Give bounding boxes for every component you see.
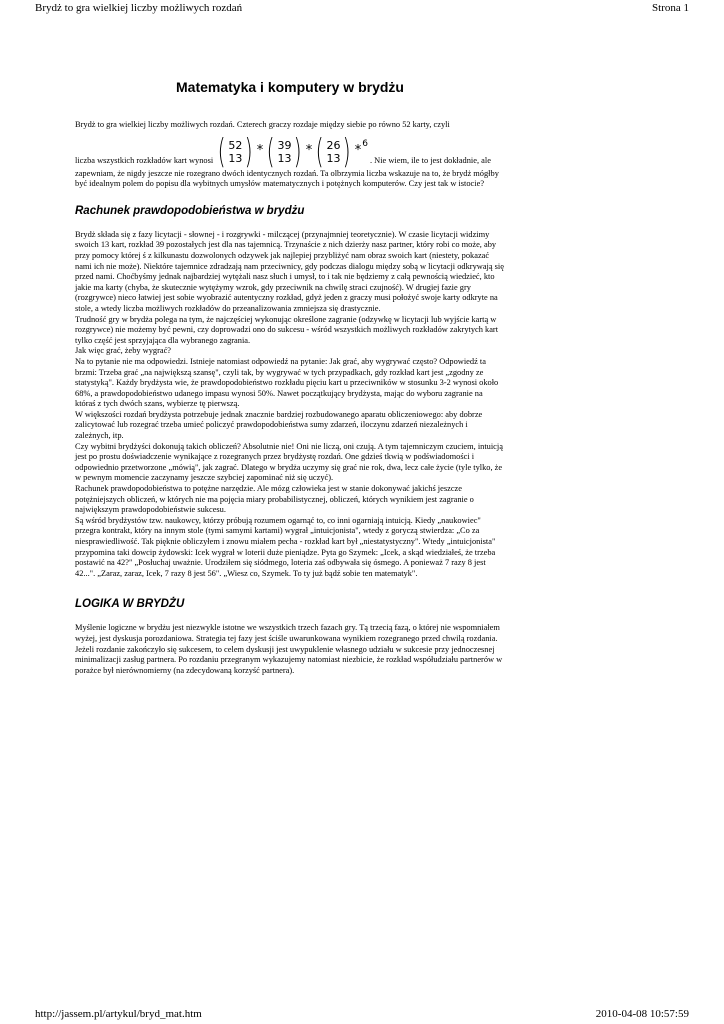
section2-paragraph-1: Myślenie logiczne w brydżu jest niezwykle istotne we wszystkich trzech fazach gry. Tą trzecią fazą, o której nie wspomniałem wyżej, jest dyskusja porozdaniowa. Strategia tej fazy jest ściśle uwarunkowana wynikiem rozegranego przed chwilą rozdania. Jeżeli rozdanie zakończyło się sukcesem, to celem dyskusji jest uwypuklenie własnego udziału w sukcesie przy jednoczesnej minimalizacji zasług partnera. Po rozdaniu przegranym wykazujemy natomiast niezbicie, że rozkład współudziału partnerów w porażce był nierównomierny (na zdecydowaną korzyść partnera). bbox=[75, 623, 503, 675]
binomial-3-bottom: 13 bbox=[326, 151, 341, 165]
section1-paragraph-1: Brydż składa się z fazy licytacji - słownej - i rozgrywki - milczącej (przynajmniej teoretycznie). W czasie licytacji widzimy swoich 13 kart, rozkład 39 pozostałych jest dla nas tajemnicą. Trzynaście z nich dzierży nasz partner, który robi co może, aby przy pomocy której ś z kilkunastu dozwolonych odzywek jak najlepiej przybliżyć nam obraz swoich kart (niestety, pokazać nami ich nie może). Niektóre tajemnice zdradzają nam przeciwnicy, gdy podczas dialogu między sobą w licytacji odkrywają się przed nami. Choćbyśmy jednak najbardziej wytężali nasz słuch i umysł, to i tak nie będziemy z całą pewnością wiedzieć, kto jakie ma karty (chyba, że skutecznie wytężymy wzrok, gdy przeciwnik na chwilę straci czujność). W drugiej fazie gry (rozgrywce) nieco łatwiej jest sobie wyobrazić autentyczny rozkład, gdyż jeden z graczy musi położyć swoje karty odkryte na stole, a wtedy liczba możliwych rozkładów do przeanalizowania zmniejsza się drastycznie. bbox=[75, 229, 504, 313]
footer-url[interactable]: http://jassem.pl/artykul/bryd_mat.htm bbox=[35, 1008, 202, 1020]
times-sign-1: * bbox=[256, 143, 264, 159]
section1-paragraph-5: W większości rozdań brydżysta potrzebuje jednak znacznie bardziej rozbudowanego aparatu obliczeniowego: aby dobrze zalicytować lub rozegrać trzeba umieć policzyć prawdopodobieństwa sumy zdarzeń, iloczynu zdarzeń niezależnych i zależnych, itp. bbox=[75, 409, 483, 441]
article-title: Matematyka i komputery w brydżu bbox=[176, 79, 404, 95]
binomial-1-bottom: 13 bbox=[228, 151, 243, 165]
formula-prefix: liczba wszystkich rozkładów kart wynosi bbox=[75, 156, 214, 165]
binomial-2-bottom: 13 bbox=[277, 151, 292, 165]
binomial-3-top: 26 bbox=[326, 138, 341, 152]
binomial-1-top: 52 bbox=[228, 138, 243, 152]
binomial-3: ( 26 13 ) bbox=[315, 131, 352, 172]
footer-timestamp: 2010-04-08 10:57:59 bbox=[595, 1008, 689, 1020]
card-distribution-formula bbox=[215, 131, 368, 172]
article bbox=[75, 78, 505, 680]
intro-line-1: Brydż to gra wielkiej liczby możliwych rozdań. Czterech graczy rozdaje między siebie po równo 52 karty, czyli bbox=[75, 120, 450, 129]
section1-paragraph-2: Trudność gry w brydża polega na tym, że najczęściej wykonując określone zagranie (odzywkę w licytacji lub wyjście kartą w rozgrywce) nie możemy być pewni, czy doprowadzi ono do sukcesu - wśród wszystkich możliwych rozkładów zakrytych kart tylko część jest sprzyjająca dla wybranego zagrania. bbox=[75, 314, 499, 345]
formula-exponent: 6 bbox=[362, 139, 368, 150]
section1-paragraph-6: Czy wybitni brydżyści dokonują takich obliczeń? Absolutnie nie! Oni nie liczą, oni czują. A tym tajemniczym czuciem, intuicją jest po prostu doświadczenie wynikające z rozegranych przez brydżystę rozdań. One gdzieś tkwią w podświadomości i odpowiednio przetworzone „mówią", jak zagrać. Dlatego w brydża uczymy się grać nie rok, dwa, lecz całe życie (tyle tylko, że w pewnym momencie zaczynamy jeszcze szybciej zapominać niż się uczyć). bbox=[75, 441, 503, 483]
binomial-1: ( 52 13 ) bbox=[217, 131, 254, 172]
header-page-number: Strona 1 bbox=[652, 2, 689, 14]
section-heading-probability: Rachunek prawdopodobieństwa w brydżu bbox=[75, 204, 305, 217]
section1-paragraph-4: Na to pytanie nie ma odpowiedzi. Istnieje natomiast odpowiedź na pytanie: Jak grać, aby wygrywać często? Odpowiedź ta brzmi: Trzeba grać „na największą szansę", czyli tak, by wygrywać w tych przypadkach, gdy rozkład kart jest „zgodny ze statystyką". Każdy brydżysta wie, że prawdopodobieństwo rozkładu pięciu kart u przeciwników w stosunku 3-2 wynosi około 68%, a prawdopodobieństwo udanego impasu wynosi 50%. Nawet początkujący brydżysta, mając do wyboru zagranie na któraś z tych dwóch szans, wybierze tę pierwszą. bbox=[75, 356, 499, 409]
section1-paragraph-3: Jak więc grać, żeby wygrać? bbox=[75, 346, 172, 356]
intro-formula-line bbox=[75, 131, 505, 172]
cut-off-text-line bbox=[75, 676, 505, 680]
intro-rest: zapewniam, że nigdy jeszcze nie rozegrano dwóch identycznych rozdań. Ta olbrzymia liczba wskazuje na to, że brydż mógłby być idealnym polem do popisu dla wybitnych umysłów matematycznych i potężnych komputerów. Czy jest tak w istocie? bbox=[75, 168, 499, 189]
section1-paragraph-8: Są wśród brydżystów tzw. naukowcy, którzy próbują rozumem ogarnąć to, co inni ogarniają intuicją. Kiedy „naukowiec" przegra kontrakt, który na innym stole (tymi samymi kartami) wygrał „intuicjonista", wtedy z goryczą stwierdza: „Co za niesprawiedliwość. Tak pięknie obliczyłem i znowu miałem pecha - rozkład kart był „niestatystyczny". Wtedy „intuicjonista" przypomina taki dowcip żydowski: Icek wygrał w loterii duże pieniądze. Pyta go Szymek: „Icek, a skąd wiedziałeś, że trzeba postawić na 42?" „Posłuchaj uważnie. Urodziłem się siódmego, loteria zaś odbywała się ósmego. A ponieważ 7 razy 8 jest 42...". „Zaraz, zaraz, Icek, 7 razy 8 jest 56". „Wiesz co, Szymek. To ty już bądź sobie ten matematyk". bbox=[75, 515, 496, 578]
times-sign-3: * bbox=[354, 143, 362, 159]
section1-paragraph-7: Rachunek prawdopodobieństwa to potężne narzędzie. Ale mózg człowieka jest w stanie dokonywać jakichś jeszcze potężniejszych obliczeń, w których nie ma pojęcia miary probabilistycznej, obliczeń, których wynikiem jest zagranie o największym prawdopodobieństwie sukcesu. bbox=[75, 484, 474, 515]
formula-suffix: . Nie wiem, ile to jest dokładnie, ale bbox=[369, 156, 491, 165]
times-sign-2: * bbox=[305, 143, 313, 159]
binomial-2-top: 39 bbox=[277, 138, 292, 152]
section-heading-logic: LOGIKA W BRYDŻU bbox=[75, 598, 185, 611]
header-page-title: Brydż to gra wielkiej liczby możliwych rozdań bbox=[35, 2, 243, 14]
binomial-2: ( 39 13 ) bbox=[266, 131, 303, 172]
